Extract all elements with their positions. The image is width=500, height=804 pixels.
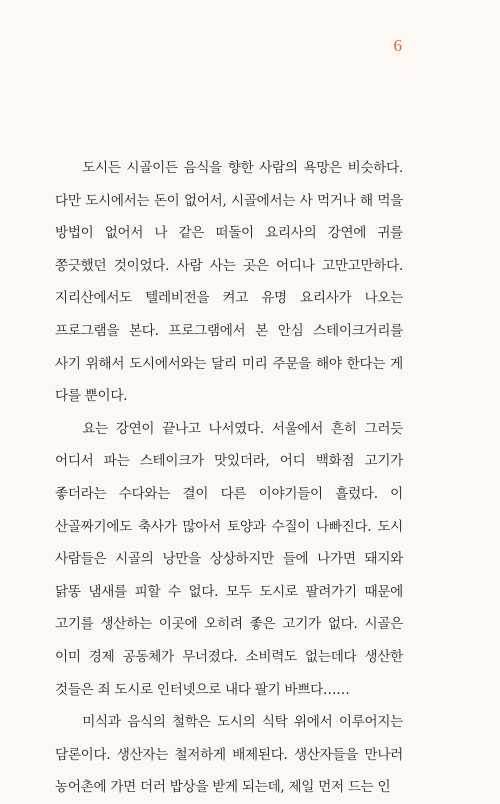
body-text [55, 152, 403, 804]
page-number: 6 [393, 36, 402, 55]
paragraph: 미식과 음식의 철학은 도시의 식탁 위에서 이루어지는 담론이다. 생산자는 철저하게 배제된다. 생산자들을 만나러 농어촌에 가면 더러 밥상을 받게 되는데, 제일 먼저 드는 인 [55, 714, 403, 796]
paragraph: 도시든 시골이든 음식을 향한 사람의 욕망은 비슷하다. 다만 도시에서는 돈이 없어서, 시골에서는 사 먹거나 해 먹을 방법이 없어서 나 같은 떠돌이 요리사의 강연에 귀를 쫑긋했던 것이었다. 사람 사는 곳은 어디나 고만고만하다. 지리산에서도 텔레비전을 켜고 유명 요리사가 나오는 프로그램을 본다. 프로그램에서 본 안심 스테이크거리를 사기 위해서 도시에서와는 달리 미리 주문을 해야 한다는 게 다를 뿐이다. [55, 160, 403, 405]
paragraph: 요는 강연이 끝나고 나서였다. 서울에서 흔히 그러듯 어디서 파는 스테이크가 맛있더라, 어디 백화점 고기가 좋더라는 수다와는 결이 다른 이야기들이 흘렀다. 이 산골짜기에도 축사가 많아서 토양과 수질이 나빠진다. 도시 사람들은 시골의 낭만을 상상하지만 들에 나가면 돼지와 닭똥 냄새를 피할 수 없다. 모두 도시로 팔려가기 때문에 고기를 생산하는 이곳에 오히려 좋은 고기가 없다. 시골은 이미 경제 공동체가 무너졌다. 소비력도 없는데다 생산한 것들은 죄 도시로 인터넷으로 내다 팔기 바쁘다…… [55, 420, 403, 698]
